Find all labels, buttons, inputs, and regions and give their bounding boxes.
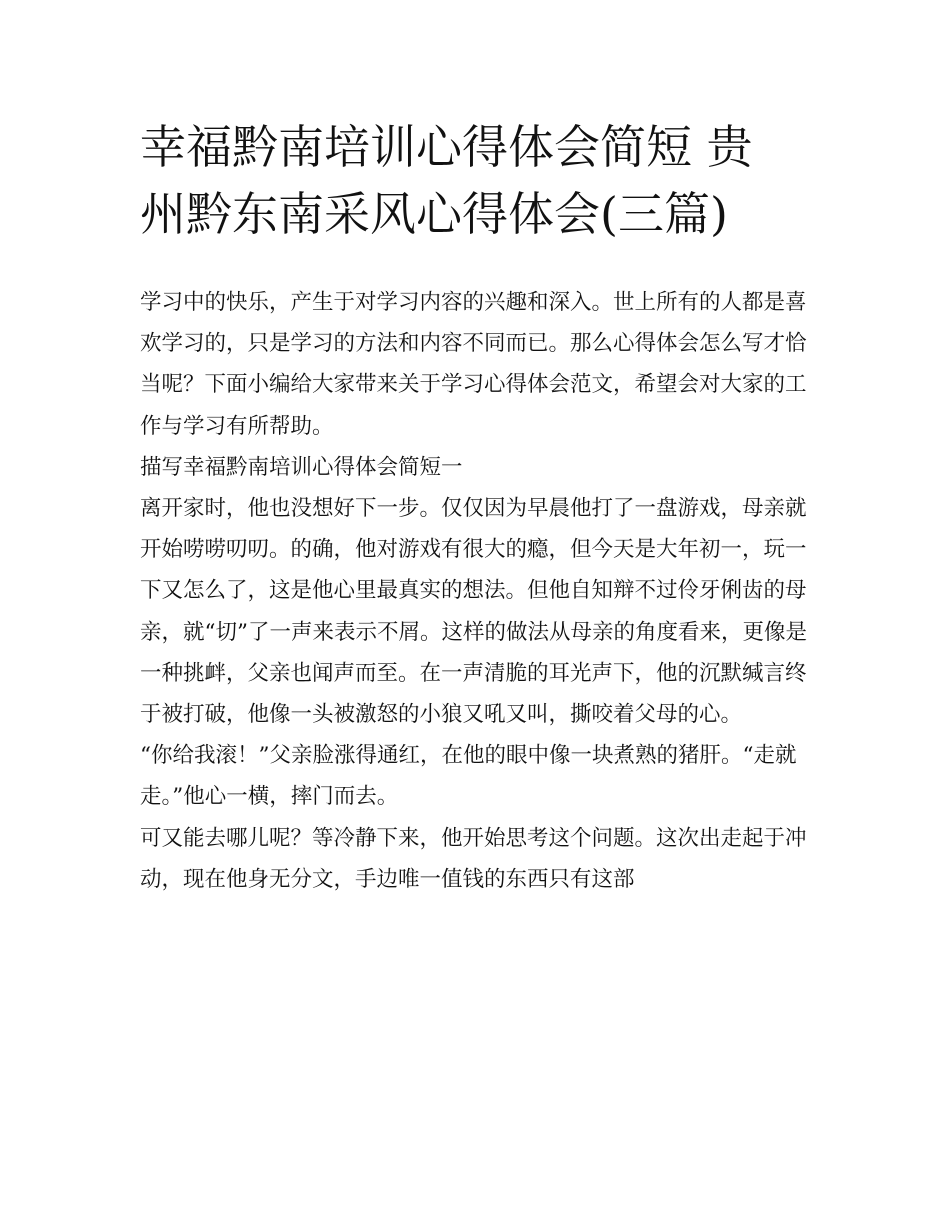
title-line-1: 幸福黔南培训心得体会简短 贵 [140,120,753,174]
intro-paragraph: 学习中的快乐，产生于对学习内容的兴趣和深入。世上所有的人都是喜欢学习的，只是学习的方法和内容不同而已。那么心得体会怎么写才恰当呢？下面小编给大家带来关于学习心得体会范文，希望会对大家的工作与学习有所帮助。 [140,290,807,439]
body-paragraph: 离开家时，他也没想好下一步。仅仅因为早晨他打了一盘游戏，母亲就开始唠唠叨叨。的确，他对游戏有很大的瘾，但今天是大年初一，玩一下又怎么了，这是他心里最真实的想法。但他自知辩不过伶牙俐齿的母亲，就“切”了一声来表示不屑。这样的做法从母亲的角度看来，更像是一种挑衅，父亲也闻声而至。在一声清脆的耳光声下，他的沉默缄言终于被打破，他像一头被激怒的小狼又吼又叫，撕咬着父母的心。 [140,496,807,728]
body-paragraph: “你给我滚！”父亲脸涨得通红，在他的眼中像一块煮熟的猪肝。“走就走。”他心一横，摔门而去。 [140,743,797,810]
title-line-2: 州黔东南采风心得体会(三篇) [140,187,728,241]
section-heading: 描写幸福黔南培训心得体会简短一 [140,454,463,480]
document-title [140,114,820,248]
document-body [140,282,812,900]
body-paragraph: 可又能去哪儿呢？等冷静下来，他开始思考这个问题。这次出走起于冲动，现在他身无分文，手边唯一值钱的东西只有这部 [140,825,807,892]
